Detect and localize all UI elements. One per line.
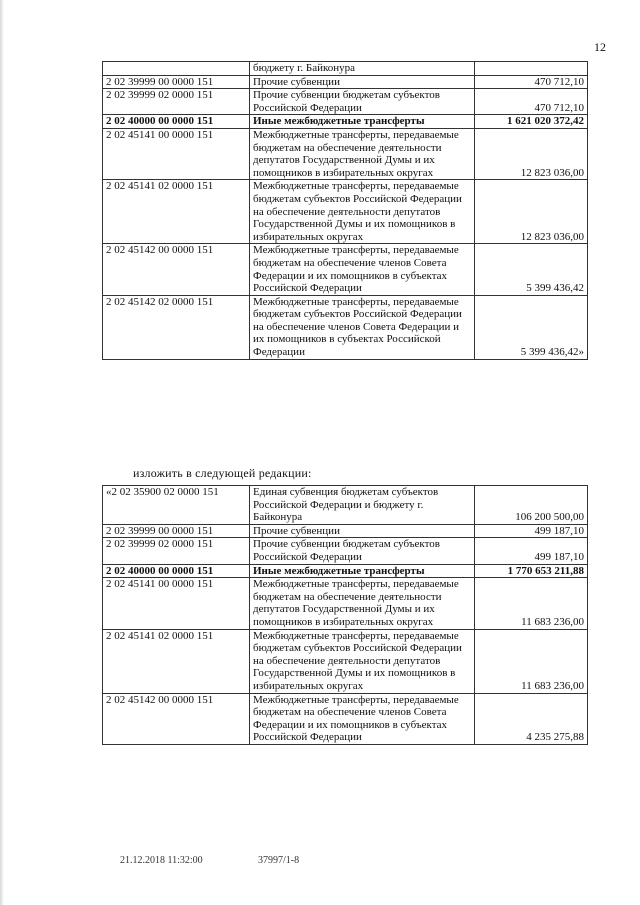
- table-row: [103, 524, 588, 538]
- row-code: 2 02 39999 02 0000 151: [103, 538, 250, 564]
- row-amount: 4 235 275,88: [475, 693, 588, 744]
- row-amount: 470 712,10: [475, 75, 588, 89]
- row-amount: 11 683 236,00: [475, 578, 588, 629]
- table-row: [103, 180, 588, 244]
- table-row: [103, 62, 588, 76]
- row-amount: [475, 62, 588, 76]
- row-code: 2 02 45141 02 0000 151: [103, 180, 250, 244]
- row-name: Межбюджетные трансферты, передаваемые бюджетам на обеспечение деятельности депутатов Государственной Думы и их помощников в избирательных округах: [250, 578, 475, 629]
- row-amount: 499 187,10: [475, 524, 588, 538]
- row-amount: 5 399 436,42: [475, 244, 588, 295]
- table-row: [103, 538, 588, 564]
- table-row: [103, 693, 588, 744]
- row-amount: 12 823 036,00: [475, 128, 588, 179]
- row-name: Иные межбюджетные трансферты: [250, 564, 475, 578]
- row-code: 2 02 40000 00 0000 151: [103, 115, 250, 129]
- footer-document-number: 37997/1-8: [258, 855, 300, 866]
- row-name: Единая субвенция бюджетам субъектов Российской Федерации и бюджету г. Байконура: [250, 486, 475, 525]
- row-amount: 1 770 653 211,88: [475, 564, 588, 578]
- row-amount: 1 621 020 372,42: [475, 115, 588, 129]
- row-name: Прочие субвенции: [250, 524, 475, 538]
- row-name: Прочие субвенции: [250, 75, 475, 89]
- row-code: 2 02 45142 00 0000 151: [103, 693, 250, 744]
- table-row: [103, 115, 588, 129]
- budget-table-new: [102, 485, 588, 745]
- table-row: [103, 244, 588, 295]
- budget-table-new-body: [103, 486, 588, 745]
- row-name: бюджету г. Байконура: [250, 62, 475, 76]
- row-code: «2 02 35900 02 0000 151: [103, 486, 250, 525]
- row-code: 2 02 45141 00 0000 151: [103, 578, 250, 629]
- table-row: [103, 486, 588, 525]
- page-number: 12: [594, 40, 606, 54]
- scan-edge: [0, 0, 4, 905]
- row-amount: 499 187,10: [475, 538, 588, 564]
- budget-table-old: [102, 61, 588, 360]
- row-code: 2 02 39999 00 0000 151: [103, 524, 250, 538]
- section-heading: изложить в следующей редакции:: [133, 466, 312, 480]
- row-name: Иные межбюджетные трансферты: [250, 115, 475, 129]
- row-name: Прочие субвенции бюджетам субъектов Российской Федерации: [250, 538, 475, 564]
- row-name: Межбюджетные трансферты, передаваемые бюджетам субъектов Российской Федерации на обеспечение деятельности депутатов Государственной Думы и их помощников в избирательных округах: [250, 180, 475, 244]
- row-amount: 12 823 036,00: [475, 180, 588, 244]
- row-name: Межбюджетные трансферты, передаваемые бюджетам субъектов Российской Федерации на обеспечение членов Совета Федерации и их помощников в субъектах Российской Федерации: [250, 295, 475, 359]
- row-code: 2 02 45142 00 0000 151: [103, 244, 250, 295]
- row-name: Межбюджетные трансферты, передаваемые бюджетам на обеспечение членов Совета Федерации и их помощников в субъектах Российской Федерации: [250, 244, 475, 295]
- row-code: 2 02 40000 00 0000 151: [103, 564, 250, 578]
- row-amount: 470 712,10: [475, 89, 588, 115]
- row-code: 2 02 45142 02 0000 151: [103, 295, 250, 359]
- row-amount: 5 399 436,42»: [475, 295, 588, 359]
- row-name: Прочие субвенции бюджетам субъектов Российской Федерации: [250, 89, 475, 115]
- table-row: [103, 295, 588, 359]
- row-code: 2 02 39999 02 0000 151: [103, 89, 250, 115]
- table-row: [103, 578, 588, 629]
- table-row: [103, 75, 588, 89]
- table-row: [103, 128, 588, 179]
- row-amount: 11 683 236,00: [475, 629, 588, 693]
- budget-table-old-body: [103, 62, 588, 360]
- row-code: [103, 62, 250, 76]
- row-code: 2 02 39999 00 0000 151: [103, 75, 250, 89]
- table-row: [103, 89, 588, 115]
- row-name: Межбюджетные трансферты, передаваемые бюджетам субъектов Российской Федерации на обеспечение деятельности депутатов Государственной Думы и их помощников в избирательных округах: [250, 629, 475, 693]
- table-row: [103, 564, 588, 578]
- row-name: Межбюджетные трансферты, передаваемые бюджетам на обеспечение деятельности депутатов Государственной Думы и их помощников в избирательных округах: [250, 128, 475, 179]
- row-name: Межбюджетные трансферты, передаваемые бюджетам на обеспечение членов Совета Федерации и их помощников в субъектах Российской Федерации: [250, 693, 475, 744]
- row-code: 2 02 45141 00 0000 151: [103, 128, 250, 179]
- footer-timestamp: 21.12.2018 11:32:00: [120, 855, 203, 866]
- row-amount: 106 200 500,00: [475, 486, 588, 525]
- row-code: 2 02 45141 02 0000 151: [103, 629, 250, 693]
- table-row: [103, 629, 588, 693]
